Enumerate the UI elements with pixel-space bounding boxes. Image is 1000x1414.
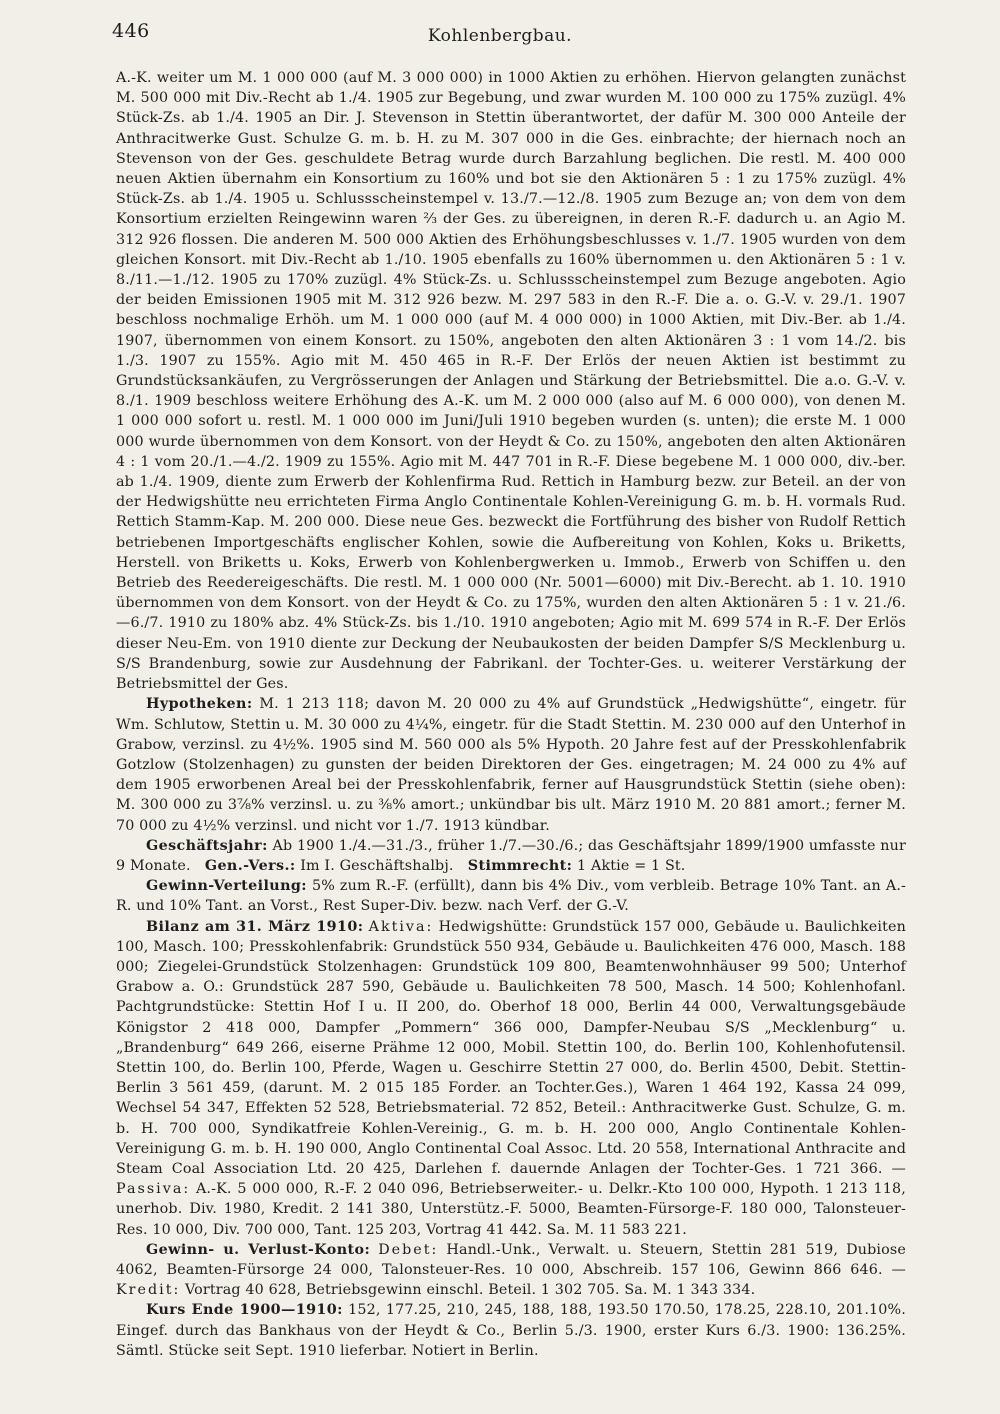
bilanz-heading: Bilanz am 31. März 1910: <box>146 918 364 935</box>
page-number: 446 <box>112 20 150 42</box>
body-text <box>116 68 906 1361</box>
kurs-paragraph <box>116 1300 906 1361</box>
stimmrecht-text: 1 Aktie = 1 St. <box>577 857 686 874</box>
hypotheken-text: M. 1 213 118; davon M. 20 000 zu 4% auf Grundstück „Hedwigshütte“, eingetr. für Wm. Schlutow, Stettin u. M. 30 000 zu 4¼%, eingetr. für die Stadt Stettin. M. 230 000 auf den Unterhof in Grabow, verzinsl. zu 4½%. 1905 sind M. 560 000 als 5% Hypoth. 20 Jahre fest auf der Presskohlenfabrik Gotzlow (Stolzenhagen) zu gunsten der beiden Direktoren der Ges. eingetragen; M. 24 000 zu 4% auf dem 1905 erworbenen Areal bei der Presskohlenfabrik, ferner auf Hausgrundstück Stettin (siehe oben): M. 300 000 zu 3⅞% verzinsl. u. zu ⅜% amort.; unkündbar bis ult. März 1910 M. 20 881 amort.; ferner M. 70 000 zu 4½% verzinsl. und nicht vor 1./7. 1913 kündbar. <box>116 696 906 834</box>
kurs-text: 152, 177.25, 210, 245, 188, 188, 193.50 170.50, 178.25, 228.10, 201.10%. Eingef. durch das Bankhaus von der Heydt & Co., Berlin 5./3. 1900, erster Kurs 6./3. 1900: 136.25%. Sämtl. Stücke seit Sept. 1910 lieferbar. Notiert in Berlin. <box>116 1302 906 1359</box>
gewinnverteilung-heading: Gewinn-Verteilung: <box>146 878 307 895</box>
bilanz-aktiva-text: Hedwigshütte: Grundstück 157 000, Gebäude u. Baulichkeiten 100, Masch. 100; Presskohlenfabrik: Grundstück 550 934, Gebäude u. Baulichkeiten 476 000, Masch. 188 000; Ziegelei-Grundstück Stolzenhagen: Grundstück 109 800, Beamtenwohnhäuser 99 500; Unterhof Grabow a. O.: Grundstück 287 590, Gebäude u. Baulichkeiten 78 500, Masch. 14 500; Kohlenhofanl. Pachtgrundstücke: Stettin Hof I u. II 200, do. Oberhof 18 000, Berlin 44 000, Verwaltungsgebäude Königstor 2 418 000, Dampfer „Pommern“ 366 000, Dampfer-Neubau S/S „Mecklenburg“ u. „Brandenburg“ 649 266, eiserne Prähme 12 000, Mobil. Stettin 100, do. Berlin 100, Kohlenhofutensil. Stettin 100, do. Berlin 100, Pferde, Wagen u. Geschirre Stettin 27 000, do. Berlin 4500, Debit. Stettin-Berlin 3 561 459, (darunt. M. 2 015 185 Forder. an Tochter.Ges.), Waren 1 464 192, Kassa 24 099, Wechsel 54 347, Effekten 52 528, Betriebsmaterial. 72 852, Beteil.: Anthracitwerke Gust. Schulze, G. m. b. H. 700 000, Syndikatfreie Kohlen-Vereinig., G. m. b. H. 200 000, Anglo Continentale Kohlen-Vereinigung G. m. b. H. 190 000, Anglo Continental Coal Assoc. Ltd. 20 558, International Anthracite and Steam Coal Association Ltd. 20 425, Darlehen f. dauernde Anlagen der Tochter-Ges. 1 721 366. <box>116 918 906 1177</box>
hypotheken-paragraph <box>116 694 906 835</box>
gewinnverteilung-text: 5% zum R.-F. (erfüllt), dann bis 4% Div., vom verbleib. Betrage 10% Tant. an A.-R. und 10% Tant. an Vorst., Rest Super-Div. bezw. nach Verf. der G.-V. <box>116 878 906 915</box>
running-title: Kohlenbergbau. <box>427 26 573 46</box>
bilanz-aktiva-label: Aktiva: <box>368 918 434 935</box>
guv-kredit-text: Vortrag 40 628, Betriebsgewinn einschl. Beteil. 1 302 705. Sa. M. 1 343 334. <box>184 1282 756 1299</box>
capital-history-paragraph: A.-K. weiter um M. 1 000 000 (auf M. 3 000 000) in 1000 Aktien zu erhöhen. Hiervon gelangten zunächst M. 500 000 mit Div.-Recht ab 1./4. 1905 zur Begebung, und zwar wurden M. 100 000 zu 175% zuzügl. 4% Stück-Zs. ab 1./4. 1905 an Dir. J. Stevenson in Stettin überantwortet, der dafür M. 300 000 Anteile der Anthracitwerke Gust. Schulze G. m. b. H. zu M. 307 000 in die Ges. einbrachte; der hiernach noch an Stevenson von der Ges. geschuldete Betrag wurde durch Barzahlung beglichen. Die restl. M. 400 000 neuen Aktien übernahm ein Konsortium zu 160% und bot sie den Aktionären 5 : 1 zu 175% zuzügl. 4% Stück-Zs. ab 1./4. 1905 u. Schlussscheinstempel v. 13./7.—12./8. 1905 zum Bezuge an; von dem von dem Konsortium erzielten Reingewinn waren ⅔ der Ges. zu übereignen, in deren R.-F. dadurch u. an Agio M. 312 926 flossen. Die anderen M. 500 000 Aktien des Erhöhungsbeschlusses v. 1./7. 1905 wurden von dem gleichen Konsort. mit Div.-Recht ab 1./10. 1905 ebenfalls zu 160% übernommen u. den Aktionären 5 : 1 v. 8./11.—1./12. 1905 zu 170% zuzügl. 4% Stück-Zs. u. Schlussscheinstempel zum Bezuge angeboten. Agio der beiden Emissionen 1905 mit M. 312 926 bezw. M. 297 583 in den R.-F. Die a. o. G.-V. v. 29./1. 1907 beschloss nochmalige Erhöh. um M. 1 000 000 (auf M. 4 000 000) in 1000 Aktien, mit Div.-Ber. ab 1./4. 1907, übernommen von einem Konsort. zu 150%, angeboten den alten Aktionären 3 : 1 vom 14./2. bis 1./3. 1907 zu 155%. Agio mit M. 450 465 in R.-F. Der Erlös der neuen Aktien ist bestimmt zu Grundstücksankäufen, zu Vergrösserungen der Anlagen und Stärkung der Betriebsmittel. Die a.o. G.-V. v. 8./1. 1909 beschloss weitere Erhöhung des A.-K. um M. 2 000 000 (also auf M. 6 000 000), von denen M. 1 000 000 sofort u. restl. M. 1 000 000 im Juni/Juli 1910 begeben wurden (s. unten); die erste M. 1 000 000 wurde übernommen von dem Konsort. von der Heydt & Co. zu 150%, angeboten den alten Aktionären 4 : 1 vom 20./1.—4./2. 1909 zu 155%. Agio mit M. 447 701 in R.-F. Diese begebene M. 1 000 000, div.-ber. ab 1./4. 1909, diente zum Erwerb der Kohlenfirma Rud. Rettich in Hamburg bezw. zur Beteil. an der von der Hedwigshütte neu errichteten Firma Anglo Continentale Kohlen-Vereinigung G. m. b. H. vormals Rud. Rettich Stamm-Kap. M. 200 000. Diese neue Ges. bezweckt die Fortführung des bisher von Rudolf Rettich betriebenen Importgeschäfts englischer Kohlen, sowie die Aufbereitung von Kohlen, Koks u. Briketts, Herstell. von Briketts u. Koks, Erwerb von Kohlenbergwerken u. Immob., Erwerb von Schiffen u. den Betrieb des Reedereigeschäfts. Die restl. M. 1 000 000 (Nr. 5001—6000) mit Div.-Berecht. ab 1. 10. 1910 übernommen von dem Konsort. von der Heydt & Co. zu 175%, wurden den alten Aktionären 5 : 1 v. 21./6.—6./7. 1910 zu 180% abz. 4% Stück-Zs. bis 1./10. 1910 angeboten; Agio mit M. 699 574 in R.-F. Der Erlös dieser Neu-Em. von 1910 diente zur Deckung der Neubaukosten der beiden Dampfer S/S Mecklenburg u. S/S Brandenburg, sowie zur Ausdehnung der Fabrikanl. der Tochter-Ges. u. weiterer Verstärkung der Betriebsmittel der Ges. <box>116 70 906 693</box>
stimmrecht-heading: Stimmrecht: <box>467 857 573 874</box>
bilanz-paragraph: Bilanz am 31. März 1910: Aktiva: Hedwigshütte: Grundstück 157 000, Gebäude u. Baulichkeiten 100, Masch. 100; Presskohlenfabrik: Grundstück 550 934, Gebäude u. Baulichkeiten 476 000, Masch. 188 000; Ziegelei-Grundstück Stolzenhagen: Grundstück 109 800, Beamtenwohnhäuser 99 500; Unterhof Grabow a. O.: Grundstück 287 590, Gebäude u. Baulichkeiten 78 500, Masch. 14 500; Kohlenhofanl. Pachtgrundstücke: Stettin Hof I u. II 200, do. Oberhof 18 000, Berlin 44 000, Verwaltungsgebäude Königstor 2 418 000, Dampfer „Pommern“ 366 000, Dampfer-Neubau S/S „Mecklenburg“ u. „Brandenburg“ 649 266, eiserne Prähme 12 000, Mobil. Stettin 100, do. Berlin 100, Kohlenhofutensil. Stettin 100, do. Berlin 100, Pferde, Wagen u. Geschirre Stettin 27 000, do. Berlin 4500, Debit. Stettin-Berlin 3 561 459, (darunt. M. 2 015 185 Forder. an Tochter.Ges.), Waren 1 464 192, Kassa 24 099, Wechsel 54 347, Effekten 52 528, Betriebsmaterial. 72 852, Beteil.: Anthracitwerke Gust. Schulze, G. m. b. H. 700 000, Syndikatfreie Kohlen-Vereinig., G. m. b. H. 200 000, Anglo Continentale Kohlen-Vereinigung G. m. b. H. 190 000, Anglo Continental Coal Assoc. Ltd. 20 558, International Anthracite and Steam Coal Association Ltd. 20 425, Darlehen f. dauernde Anlagen der Tochter-Ges. 1 721 366. — Passiva: A.-K. 5 000 000, R.-F. 2 040 096, Betriebserweiter.- u. Delkr.-Kto 100 000, Hypoth. 1 213 118, unerhob. Div. 1980, Kredit. 2 141 380, Unterstütz.-F. 5000, Beamten-Fürsorge-F. 180 000, Talonsteuer-Res. 10 000, Div. 700 000, Tant. 125 203, Vortrag 41 442. Sa. M. 11 583 221. <box>116 918 906 1238</box>
genvers-text: Im I. Geschäftshalbj. <box>300 857 454 874</box>
hypotheken-heading: Hypotheken: <box>146 696 253 713</box>
guv-paragraph: Gewinn- u. Verlust-Konto: Debet: Handl.-Unk., Verwalt. u. Steuern, Stettin 281 519, Dubiose 4062, Beamten-Fürsorge 24 000, Talonsteuer-Res. 10 000, Abschreib. 157 106, Gewinn 866 646. — Kredit: Vortrag 40 628, Betriebsgewinn einschl. Beteil. 1 302 705. Sa. M. 1 343 334. <box>116 1241 907 1299</box>
bilanz-passiva-label: Passiva: <box>116 1181 191 1198</box>
geschaeftsjahr-heading: Geschäftsjahr: <box>146 837 268 854</box>
guv-kredit-label: Kredit: <box>116 1282 181 1299</box>
bilanz-passiva-text: A.-K. 5 000 000, R.-F. 2 040 096, Betriebserweiter.- u. Delkr.-Kto 100 000, Hypoth. 1 213 118, unerhob. Div. 1980, Kredit. 2 141 380, Unterstütz.-F. 5000, Beamten-Fürsorge-F. 180 000, Talonsteuer-Res. 10 000, Div. 700 000, Tant. 125 203, Vortrag 41 442. Sa. M. 11 583 221. <box>116 1181 906 1238</box>
gewinnverteilung-paragraph <box>116 876 906 916</box>
guv-debet-label: Debet: <box>378 1241 439 1258</box>
genvers-heading: Gen.-Vers.: <box>204 857 296 874</box>
guv-debet-text: Handl.-Unk., Verwalt. u. Steuern, Stettin 281 519, Dubiose 4062, Beamten-Fürsorge 24 000, Talonsteuer-Res. 10 000, Abschreib. 157 106, Gewinn 866 646. <box>116 1241 907 1278</box>
geschaeftsjahr-paragraph <box>116 836 906 876</box>
guv-heading: Gewinn- u. Verlust-Konto: <box>146 1241 371 1258</box>
kurs-heading: Kurs Ende 1900—1910: <box>146 1302 343 1319</box>
geschaeftsjahr-text: Ab 1900 1./4.—31./3., früher 1./7.—30./6.; das Geschäftsjahr 1899/1900 umfasste nur 9 Monate. <box>116 837 906 874</box>
